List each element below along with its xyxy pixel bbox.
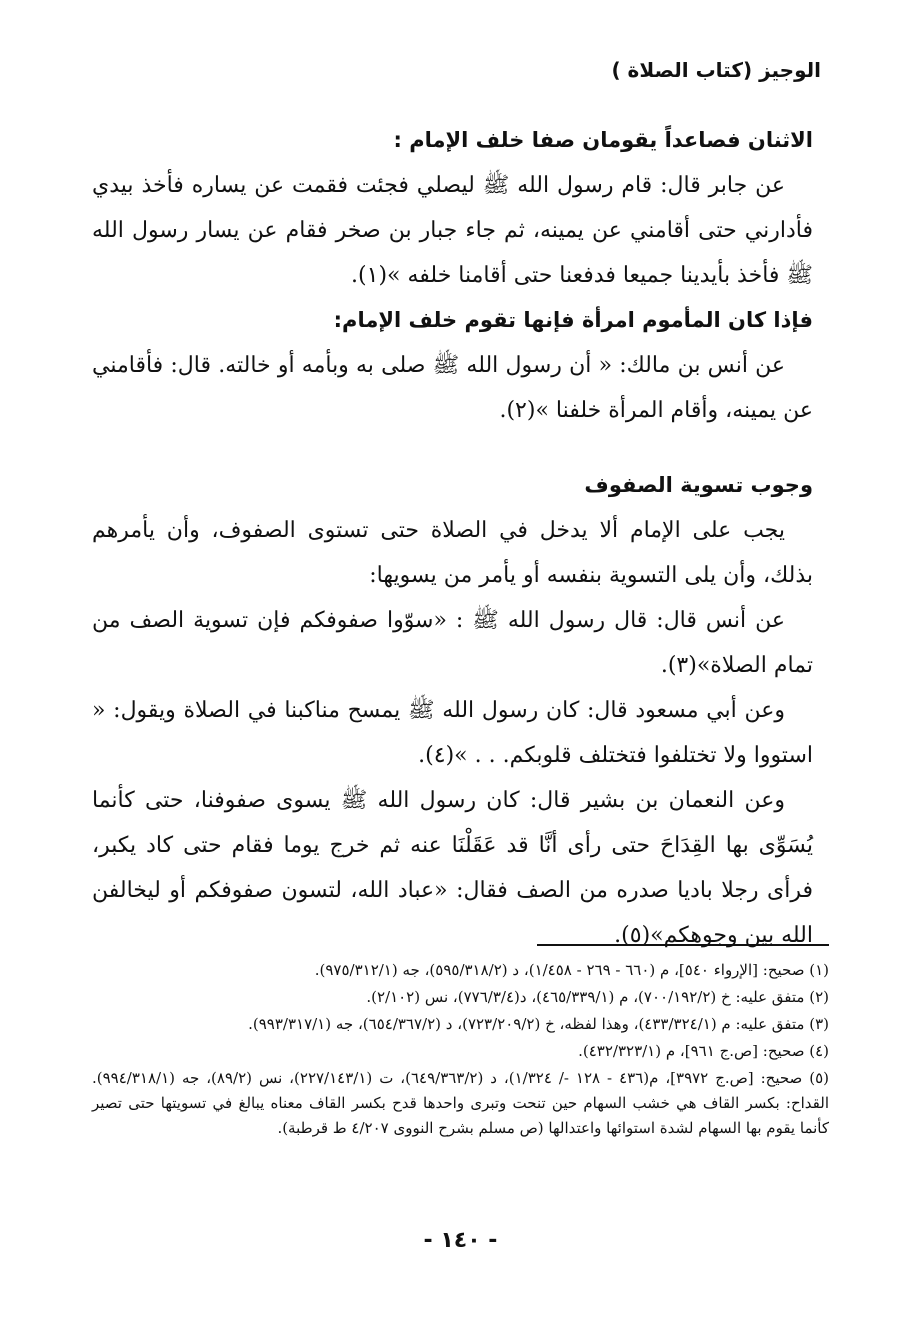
- running-header: الوجيز (كتاب الصلاة ): [611, 58, 821, 82]
- section-heading-rows: وجوب تسوية الصفوف: [584, 473, 813, 497]
- page-number: - ١٤٠ -: [423, 1228, 498, 1253]
- paragraph-jabir: عن جابر قال: قام رسول الله ﷺ ليصلي فجئت فقمت عن يساره فأخذ بيدي فأدارني حتى أقامني عن يمينه، ثم جاء جبار بن صخر فقام عن يسار رسول الله ﷺ فأخذ بأيدينا جميعا فدفعنا حتى أقامنا خلفه »(١).: [92, 173, 813, 288]
- footnotes: [92, 958, 829, 1143]
- paragraph-abu-masud: وعن أبي مسعود قال: كان رسول الله ﷺ يمسح مناكبنا في الصلاة ويقول: « استووا ولا تختلفوا فتختلف قلوبكم. . . »(٤).: [92, 698, 813, 768]
- paragraph-imam-rows: يجب على الإمام ألا يدخل في الصلاة حتى تستوى الصفوف، وأن يأمرهم بذلك، وأن يلى التسوية بنفسه أو يأمر من يسويها:: [92, 518, 813, 588]
- footnote-divider: [537, 944, 829, 946]
- paragraph-anas-malik: عن أنس بن مالك: « أن رسول الله ﷺ صلى به وبأمه أو خالته. قال: فأقامني عن يمينه، وأقام المرأة خلفنا »(٢).: [92, 353, 813, 423]
- section-heading-two-or-more: الاثنان فصاعداً يقومان صفا خلف الإمام :: [393, 128, 813, 152]
- section-heading-woman: فإذا كان المأموم امرأة فإنها تقوم خلف الإمام:: [333, 308, 813, 332]
- footnote-2: (٢) متفق عليه: خ (٧٠٠/١٩٢/٢)، م (٤٦٥/٣٣٩/١)، د(٧٧٦/٣/٤)، نس (٢/١٠٢).: [366, 988, 829, 1006]
- footnote-5: (٥) صحيح: [ص.ج ٣٩٧٢]، م(٤٣٦ - ١٢٨ -/ ١/٣٢٤)، د (٦٤٩/٣٦٣/٢)، ت (٢٢٧/١٤٣/١)، نس (٨٩/٢)، جه (٩٩٤/٣١٨/١). القداح: بكسر القاف هي خشب السهام حين تنحت وتبرى واحدها قدح بكسر القاف معناه يبالغ في تسويتها حتى تصير كأنما يقوم بها السهام لشدة استوائها واعتدالها (ص مسلم بشرح النووى ٤/٢٠٧ ط قرطبة).: [92, 1069, 829, 1137]
- paragraph-anas: عن أنس قال: قال رسول الله ﷺ : «سوّوا صفوفكم فإن تسوية الصف من تمام الصلاة»(٣).: [92, 608, 813, 678]
- main-text: [92, 118, 813, 958]
- footnote-1: (١) صحيح: [الإرواء ٥٤٠]، م (٦٦٠ - ٢٦٩ - ١/٤٥٨)، د (٥٩٥/٣١٨/٢)، جه (٩٧٥/٣١٢/١).: [314, 961, 829, 979]
- paragraph-numan: وعن النعمان بن بشير قال: كان رسول الله ﷺ يسوى صفوفنا، حتى كأنما يُسَوِّى بها القِدَاحَ حتى رأى أنَّا قد عَقَلْنَا عنه ثم خرج يوما فقام حتى كاد يكبر، فرأى رجلا باديا صدره من الصف فقال: «عباد الله، لتسون صفوفكم أو ليخالفن الله بين وجوهكم»(٥).: [92, 788, 814, 948]
- section-gap: [92, 433, 813, 463]
- footnote-4: (٤) صحيح: [ص.ج ٩٦١]، م (٤٣٢/٣٢٣/١).: [578, 1042, 829, 1060]
- footnote-3: (٣) متفق عليه: م (٤٣٣/٣٢٤/١)، وهذا لفظه، خ (٧٢٣/٢٠٩/٢)، د (٦٥٤/٣٦٧/٢)، جه (٩٩٣/٣١٧/١).: [248, 1015, 829, 1033]
